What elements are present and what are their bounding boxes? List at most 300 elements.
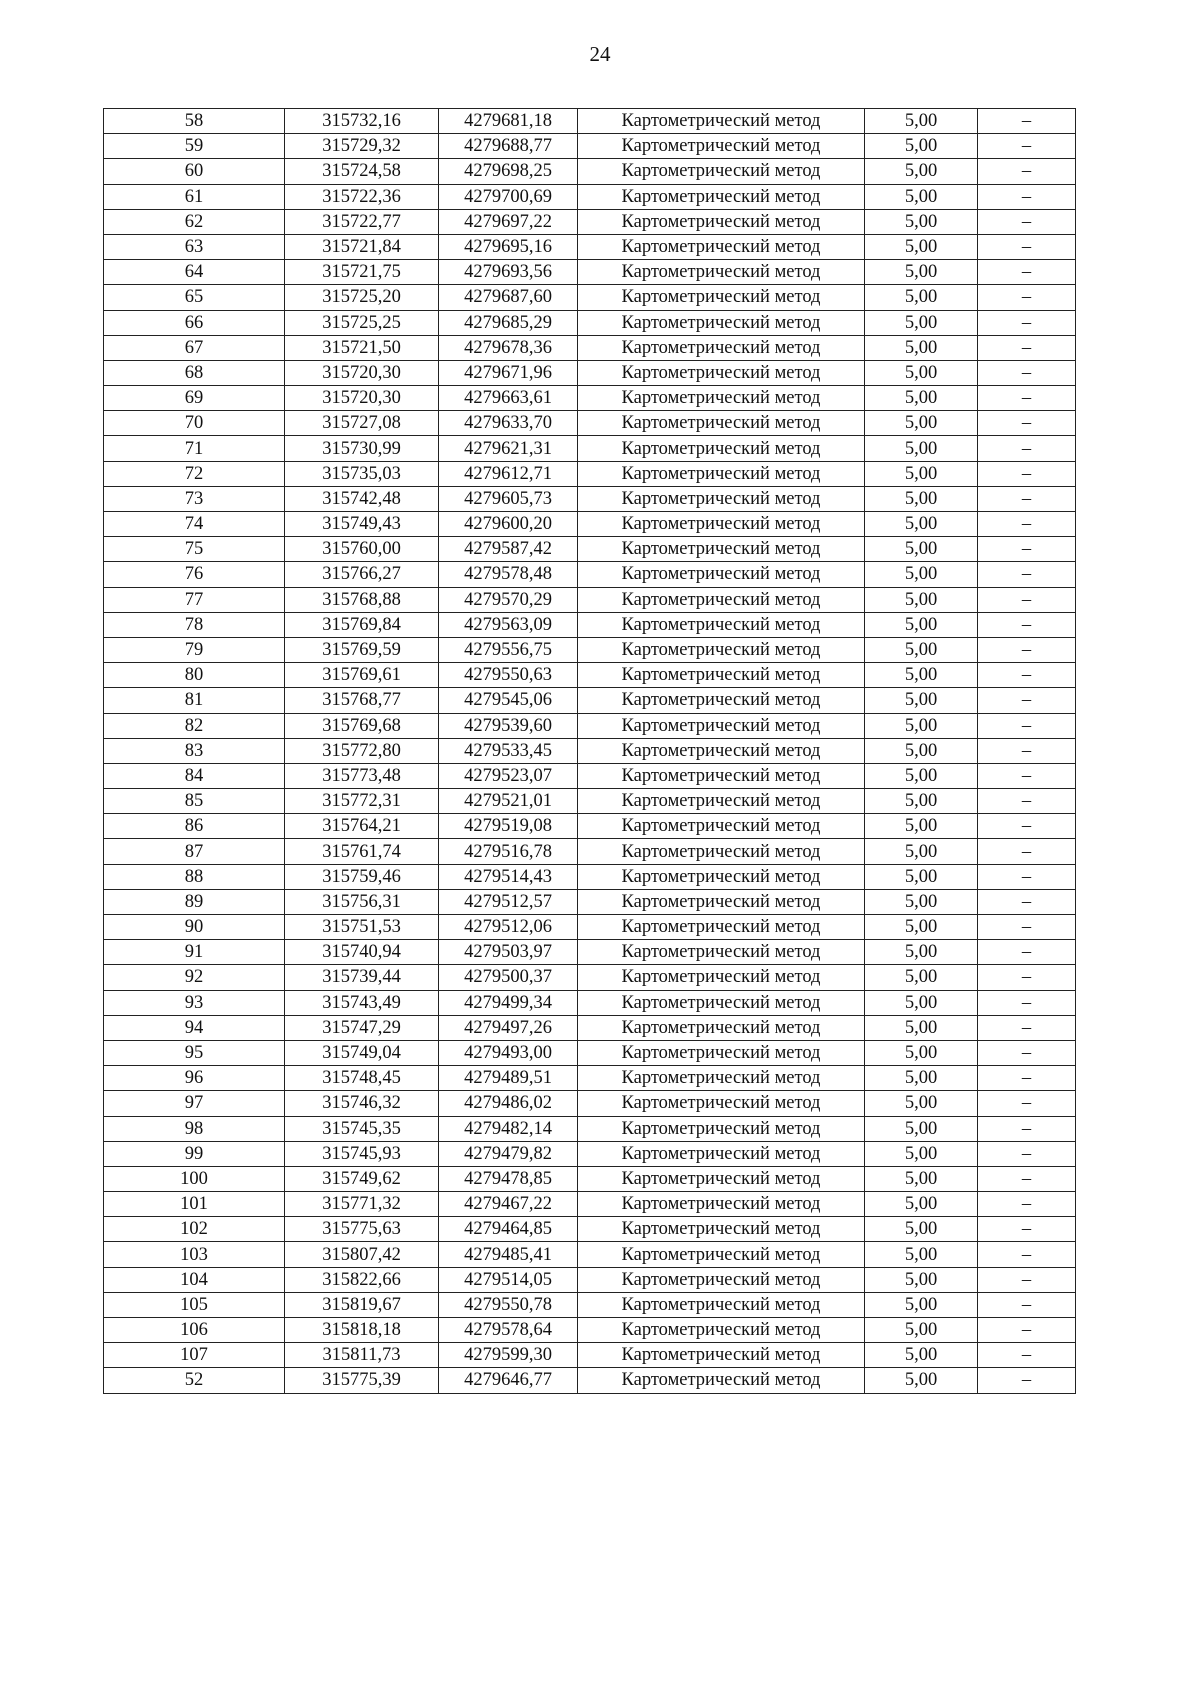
point-number-cell: 80 [104, 663, 285, 688]
accuracy-cell: 5,00 [865, 461, 978, 486]
accuracy-cell: 5,00 [865, 1015, 978, 1040]
extra-cell: – [978, 814, 1076, 839]
table-row [104, 587, 1076, 612]
point-number-cell: 77 [104, 587, 285, 612]
accuracy-cell: 5,00 [865, 637, 978, 662]
method-cell: Картометрический метод [578, 335, 865, 360]
y-coordinate-cell: 4279464,85 [439, 1217, 578, 1242]
accuracy-cell: 5,00 [865, 1292, 978, 1317]
x-coordinate-cell: 315722,77 [285, 209, 439, 234]
extra-cell: – [978, 134, 1076, 159]
point-number-cell: 98 [104, 1116, 285, 1141]
table-row [104, 889, 1076, 914]
extra-cell: – [978, 1091, 1076, 1116]
point-number-cell: 75 [104, 537, 285, 562]
y-coordinate-cell: 4279678,36 [439, 335, 578, 360]
method-cell: Картометрический метод [578, 1116, 865, 1141]
accuracy-cell: 5,00 [865, 562, 978, 587]
point-number-cell: 99 [104, 1141, 285, 1166]
y-coordinate-cell: 4279512,57 [439, 889, 578, 914]
table-row [104, 663, 1076, 688]
point-number-cell: 96 [104, 1066, 285, 1091]
x-coordinate-cell: 315745,35 [285, 1116, 439, 1141]
y-coordinate-cell: 4279533,45 [439, 738, 578, 763]
table-row [104, 814, 1076, 839]
method-cell: Картометрический метод [578, 461, 865, 486]
table-row [104, 1166, 1076, 1191]
point-number-cell: 67 [104, 335, 285, 360]
x-coordinate-cell: 315735,03 [285, 461, 439, 486]
x-coordinate-cell: 315730,99 [285, 436, 439, 461]
x-coordinate-cell: 315764,21 [285, 814, 439, 839]
x-coordinate-cell: 315724,58 [285, 159, 439, 184]
table-row [104, 209, 1076, 234]
accuracy-cell: 5,00 [865, 889, 978, 914]
table-row [104, 1368, 1076, 1393]
accuracy-cell: 5,00 [865, 789, 978, 814]
accuracy-cell: 5,00 [865, 1267, 978, 1292]
y-coordinate-cell: 4279681,18 [439, 109, 578, 134]
point-number-cell: 85 [104, 789, 285, 814]
x-coordinate-cell: 315732,16 [285, 109, 439, 134]
point-number-cell: 97 [104, 1091, 285, 1116]
x-coordinate-cell: 315743,49 [285, 990, 439, 1015]
accuracy-cell: 5,00 [865, 839, 978, 864]
extra-cell: – [978, 1292, 1076, 1317]
extra-cell: – [978, 965, 1076, 990]
extra-cell: – [978, 486, 1076, 511]
point-number-cell: 107 [104, 1343, 285, 1368]
extra-cell: – [978, 1040, 1076, 1065]
method-cell: Картометрический метод [578, 612, 865, 637]
extra-cell: – [978, 184, 1076, 209]
method-cell: Картометрический метод [578, 512, 865, 537]
y-coordinate-cell: 4279523,07 [439, 763, 578, 788]
table-row [104, 234, 1076, 259]
accuracy-cell: 5,00 [865, 260, 978, 285]
method-cell: Картометрический метод [578, 436, 865, 461]
method-cell: Картометрический метод [578, 965, 865, 990]
table-row [104, 738, 1076, 763]
table-row [104, 1015, 1076, 1040]
y-coordinate-cell: 4279695,16 [439, 234, 578, 259]
table-row [104, 864, 1076, 889]
point-number-cell: 84 [104, 763, 285, 788]
y-coordinate-cell: 4279700,69 [439, 184, 578, 209]
accuracy-cell: 5,00 [865, 688, 978, 713]
table-row [104, 1116, 1076, 1141]
table-body [104, 109, 1076, 1394]
y-coordinate-cell: 4279512,06 [439, 915, 578, 940]
table-row [104, 965, 1076, 990]
y-coordinate-cell: 4279493,00 [439, 1040, 578, 1065]
point-number-cell: 71 [104, 436, 285, 461]
extra-cell: – [978, 990, 1076, 1015]
method-cell: Картометрический метод [578, 134, 865, 159]
method-cell: Картометрический метод [578, 587, 865, 612]
table-row [104, 386, 1076, 411]
table-row [104, 839, 1076, 864]
accuracy-cell: 5,00 [865, 612, 978, 637]
accuracy-cell: 5,00 [865, 1242, 978, 1267]
method-cell: Картометрический метод [578, 1040, 865, 1065]
extra-cell: – [978, 1267, 1076, 1292]
method-cell: Картометрический метод [578, 990, 865, 1015]
table-row [104, 310, 1076, 335]
extra-cell: – [978, 1015, 1076, 1040]
extra-cell: – [978, 1116, 1076, 1141]
table-row [104, 134, 1076, 159]
accuracy-cell: 5,00 [865, 486, 978, 511]
method-cell: Картометрический метод [578, 738, 865, 763]
point-number-cell: 65 [104, 285, 285, 310]
y-coordinate-cell: 4279563,09 [439, 612, 578, 637]
x-coordinate-cell: 315747,29 [285, 1015, 439, 1040]
extra-cell: – [978, 864, 1076, 889]
y-coordinate-cell: 4279578,48 [439, 562, 578, 587]
table-row [104, 763, 1076, 788]
extra-cell: – [978, 159, 1076, 184]
method-cell: Картометрический метод [578, 940, 865, 965]
point-number-cell: 94 [104, 1015, 285, 1040]
accuracy-cell: 5,00 [865, 234, 978, 259]
table-row [104, 436, 1076, 461]
method-cell: Картометрический метод [578, 386, 865, 411]
table-row [104, 915, 1076, 940]
y-coordinate-cell: 4279685,29 [439, 310, 578, 335]
extra-cell: – [978, 436, 1076, 461]
y-coordinate-cell: 4279697,22 [439, 209, 578, 234]
y-coordinate-cell: 4279521,01 [439, 789, 578, 814]
accuracy-cell: 5,00 [865, 990, 978, 1015]
y-coordinate-cell: 4279570,29 [439, 587, 578, 612]
y-coordinate-cell: 4279497,26 [439, 1015, 578, 1040]
table-row [104, 637, 1076, 662]
accuracy-cell: 5,00 [865, 1318, 978, 1343]
method-cell: Картометрический метод [578, 713, 865, 738]
method-cell: Картометрический метод [578, 1217, 865, 1242]
point-number-cell: 66 [104, 310, 285, 335]
table-row [104, 1040, 1076, 1065]
y-coordinate-cell: 4279599,30 [439, 1343, 578, 1368]
y-coordinate-cell: 4279482,14 [439, 1116, 578, 1141]
accuracy-cell: 5,00 [865, 1343, 978, 1368]
method-cell: Картометрический метод [578, 260, 865, 285]
method-cell: Картометрический метод [578, 360, 865, 385]
point-number-cell: 90 [104, 915, 285, 940]
table-row [104, 285, 1076, 310]
x-coordinate-cell: 315819,67 [285, 1292, 439, 1317]
x-coordinate-cell: 315766,27 [285, 562, 439, 587]
method-cell: Картометрический метод [578, 411, 865, 436]
table-row [104, 940, 1076, 965]
extra-cell: – [978, 637, 1076, 662]
accuracy-cell: 5,00 [865, 940, 978, 965]
table-row [104, 486, 1076, 511]
x-coordinate-cell: 315756,31 [285, 889, 439, 914]
accuracy-cell: 5,00 [865, 184, 978, 209]
accuracy-cell: 5,00 [865, 915, 978, 940]
table-row [104, 109, 1076, 134]
accuracy-cell: 5,00 [865, 360, 978, 385]
y-coordinate-cell: 4279600,20 [439, 512, 578, 537]
table-row [104, 612, 1076, 637]
point-number-cell: 93 [104, 990, 285, 1015]
extra-cell: – [978, 310, 1076, 335]
method-cell: Картометрический метод [578, 209, 865, 234]
y-coordinate-cell: 4279612,71 [439, 461, 578, 486]
y-coordinate-cell: 4279519,08 [439, 814, 578, 839]
accuracy-cell: 5,00 [865, 864, 978, 889]
accuracy-cell: 5,00 [865, 1192, 978, 1217]
accuracy-cell: 5,00 [865, 1116, 978, 1141]
method-cell: Картометрический метод [578, 537, 865, 562]
point-number-cell: 70 [104, 411, 285, 436]
y-coordinate-cell: 4279578,64 [439, 1318, 578, 1343]
point-number-cell: 59 [104, 134, 285, 159]
y-coordinate-cell: 4279556,75 [439, 637, 578, 662]
y-coordinate-cell: 4279693,56 [439, 260, 578, 285]
extra-cell: – [978, 335, 1076, 360]
x-coordinate-cell: 315822,66 [285, 1267, 439, 1292]
table-row [104, 1192, 1076, 1217]
x-coordinate-cell: 315749,43 [285, 512, 439, 537]
extra-cell: – [978, 411, 1076, 436]
extra-cell: – [978, 234, 1076, 259]
x-coordinate-cell: 315748,45 [285, 1066, 439, 1091]
method-cell: Картометрический метод [578, 1166, 865, 1191]
method-cell: Картометрический метод [578, 915, 865, 940]
method-cell: Картометрический метод [578, 864, 865, 889]
method-cell: Картометрический метод [578, 889, 865, 914]
method-cell: Картометрический метод [578, 1368, 865, 1393]
x-coordinate-cell: 315739,44 [285, 965, 439, 990]
point-number-cell: 74 [104, 512, 285, 537]
table-row [104, 335, 1076, 360]
x-coordinate-cell: 315811,73 [285, 1343, 439, 1368]
y-coordinate-cell: 4279687,60 [439, 285, 578, 310]
x-coordinate-cell: 315772,80 [285, 738, 439, 763]
x-coordinate-cell: 315745,93 [285, 1141, 439, 1166]
x-coordinate-cell: 315768,77 [285, 688, 439, 713]
point-number-cell: 86 [104, 814, 285, 839]
table-row [104, 1318, 1076, 1343]
method-cell: Картометрический метод [578, 1141, 865, 1166]
extra-cell: – [978, 663, 1076, 688]
method-cell: Картометрический метод [578, 159, 865, 184]
x-coordinate-cell: 315760,00 [285, 537, 439, 562]
point-number-cell: 89 [104, 889, 285, 914]
method-cell: Картометрический метод [578, 1343, 865, 1368]
accuracy-cell: 5,00 [865, 1091, 978, 1116]
method-cell: Картометрический метод [578, 1192, 865, 1217]
extra-cell: – [978, 839, 1076, 864]
method-cell: Картометрический метод [578, 1091, 865, 1116]
accuracy-cell: 5,00 [865, 1166, 978, 1191]
method-cell: Картометрический метод [578, 184, 865, 209]
y-coordinate-cell: 4279514,05 [439, 1267, 578, 1292]
accuracy-cell: 5,00 [865, 285, 978, 310]
extra-cell: – [978, 1217, 1076, 1242]
table-row [104, 411, 1076, 436]
accuracy-cell: 5,00 [865, 134, 978, 159]
table-row [104, 990, 1076, 1015]
point-number-cell: 88 [104, 864, 285, 889]
accuracy-cell: 5,00 [865, 713, 978, 738]
table-row [104, 159, 1076, 184]
method-cell: Картометрический метод [578, 310, 865, 335]
x-coordinate-cell: 315761,74 [285, 839, 439, 864]
point-number-cell: 92 [104, 965, 285, 990]
method-cell: Картометрический метод [578, 486, 865, 511]
point-number-cell: 91 [104, 940, 285, 965]
method-cell: Картометрический метод [578, 839, 865, 864]
x-coordinate-cell: 315759,46 [285, 864, 439, 889]
x-coordinate-cell: 315775,39 [285, 1368, 439, 1393]
point-number-cell: 78 [104, 612, 285, 637]
x-coordinate-cell: 315721,84 [285, 234, 439, 259]
method-cell: Картометрический метод [578, 1015, 865, 1040]
extra-cell: – [978, 612, 1076, 637]
table-row [104, 1066, 1076, 1091]
y-coordinate-cell: 4279503,97 [439, 940, 578, 965]
y-coordinate-cell: 4279605,73 [439, 486, 578, 511]
y-coordinate-cell: 4279499,34 [439, 990, 578, 1015]
y-coordinate-cell: 4279500,37 [439, 965, 578, 990]
accuracy-cell: 5,00 [865, 965, 978, 990]
point-number-cell: 58 [104, 109, 285, 134]
table-row [104, 1242, 1076, 1267]
x-coordinate-cell: 315721,50 [285, 335, 439, 360]
point-number-cell: 68 [104, 360, 285, 385]
extra-cell: – [978, 109, 1076, 134]
method-cell: Картометрический метод [578, 1066, 865, 1091]
method-cell: Картометрический метод [578, 688, 865, 713]
point-number-cell: 82 [104, 713, 285, 738]
extra-cell: – [978, 1242, 1076, 1267]
point-number-cell: 102 [104, 1217, 285, 1242]
point-number-cell: 60 [104, 159, 285, 184]
extra-cell: – [978, 713, 1076, 738]
method-cell: Картометрический метод [578, 763, 865, 788]
point-number-cell: 72 [104, 461, 285, 486]
table-row [104, 1091, 1076, 1116]
extra-cell: – [978, 587, 1076, 612]
table-row [104, 713, 1076, 738]
x-coordinate-cell: 315771,32 [285, 1192, 439, 1217]
x-coordinate-cell: 315818,18 [285, 1318, 439, 1343]
y-coordinate-cell: 4279587,42 [439, 537, 578, 562]
table-row [104, 562, 1076, 587]
accuracy-cell: 5,00 [865, 512, 978, 537]
extra-cell: – [978, 688, 1076, 713]
method-cell: Картометрический метод [578, 109, 865, 134]
point-number-cell: 52 [104, 1368, 285, 1393]
x-coordinate-cell: 315749,62 [285, 1166, 439, 1191]
method-cell: Картометрический метод [578, 234, 865, 259]
extra-cell: – [978, 738, 1076, 763]
extra-cell: – [978, 1066, 1076, 1091]
extra-cell: – [978, 285, 1076, 310]
method-cell: Картометрический метод [578, 789, 865, 814]
accuracy-cell: 5,00 [865, 335, 978, 360]
y-coordinate-cell: 4279489,51 [439, 1066, 578, 1091]
y-coordinate-cell: 4279688,77 [439, 134, 578, 159]
y-coordinate-cell: 4279516,78 [439, 839, 578, 864]
x-coordinate-cell: 315769,59 [285, 637, 439, 662]
table-row [104, 688, 1076, 713]
method-cell: Картометрический метод [578, 285, 865, 310]
extra-cell: – [978, 562, 1076, 587]
x-coordinate-cell: 315769,68 [285, 713, 439, 738]
accuracy-cell: 5,00 [865, 587, 978, 612]
x-coordinate-cell: 315746,32 [285, 1091, 439, 1116]
point-number-cell: 64 [104, 260, 285, 285]
x-coordinate-cell: 315740,94 [285, 940, 439, 965]
y-coordinate-cell: 4279633,70 [439, 411, 578, 436]
coordinates-table [103, 108, 1076, 1394]
x-coordinate-cell: 315751,53 [285, 915, 439, 940]
x-coordinate-cell: 315769,61 [285, 663, 439, 688]
extra-cell: – [978, 386, 1076, 411]
table-row [104, 360, 1076, 385]
method-cell: Картометрический метод [578, 814, 865, 839]
point-number-cell: 101 [104, 1192, 285, 1217]
extra-cell: – [978, 461, 1076, 486]
accuracy-cell: 5,00 [865, 310, 978, 335]
accuracy-cell: 5,00 [865, 209, 978, 234]
extra-cell: – [978, 1368, 1076, 1393]
x-coordinate-cell: 315772,31 [285, 789, 439, 814]
x-coordinate-cell: 315773,48 [285, 763, 439, 788]
point-number-cell: 104 [104, 1267, 285, 1292]
accuracy-cell: 5,00 [865, 1368, 978, 1393]
point-number-cell: 81 [104, 688, 285, 713]
method-cell: Картометрический метод [578, 637, 865, 662]
x-coordinate-cell: 315775,63 [285, 1217, 439, 1242]
point-number-cell: 106 [104, 1318, 285, 1343]
x-coordinate-cell: 315727,08 [285, 411, 439, 436]
extra-cell: – [978, 512, 1076, 537]
x-coordinate-cell: 315720,30 [285, 386, 439, 411]
point-number-cell: 105 [104, 1292, 285, 1317]
point-number-cell: 83 [104, 738, 285, 763]
y-coordinate-cell: 4279698,25 [439, 159, 578, 184]
accuracy-cell: 5,00 [865, 1141, 978, 1166]
extra-cell: – [978, 537, 1076, 562]
extra-cell: – [978, 360, 1076, 385]
extra-cell: – [978, 1166, 1076, 1191]
accuracy-cell: 5,00 [865, 763, 978, 788]
page-number: 24 [589, 42, 611, 66]
x-coordinate-cell: 315725,25 [285, 310, 439, 335]
x-coordinate-cell: 315807,42 [285, 1242, 439, 1267]
y-coordinate-cell: 4279545,06 [439, 688, 578, 713]
accuracy-cell: 5,00 [865, 159, 978, 184]
point-number-cell: 62 [104, 209, 285, 234]
y-coordinate-cell: 4279514,43 [439, 864, 578, 889]
table-row [104, 1141, 1076, 1166]
table-row [104, 184, 1076, 209]
y-coordinate-cell: 4279663,61 [439, 386, 578, 411]
point-number-cell: 69 [104, 386, 285, 411]
y-coordinate-cell: 4279467,22 [439, 1192, 578, 1217]
x-coordinate-cell: 315749,04 [285, 1040, 439, 1065]
table-row [104, 512, 1076, 537]
y-coordinate-cell: 4279478,85 [439, 1166, 578, 1191]
table-row [104, 1267, 1076, 1292]
method-cell: Картометрический метод [578, 1267, 865, 1292]
